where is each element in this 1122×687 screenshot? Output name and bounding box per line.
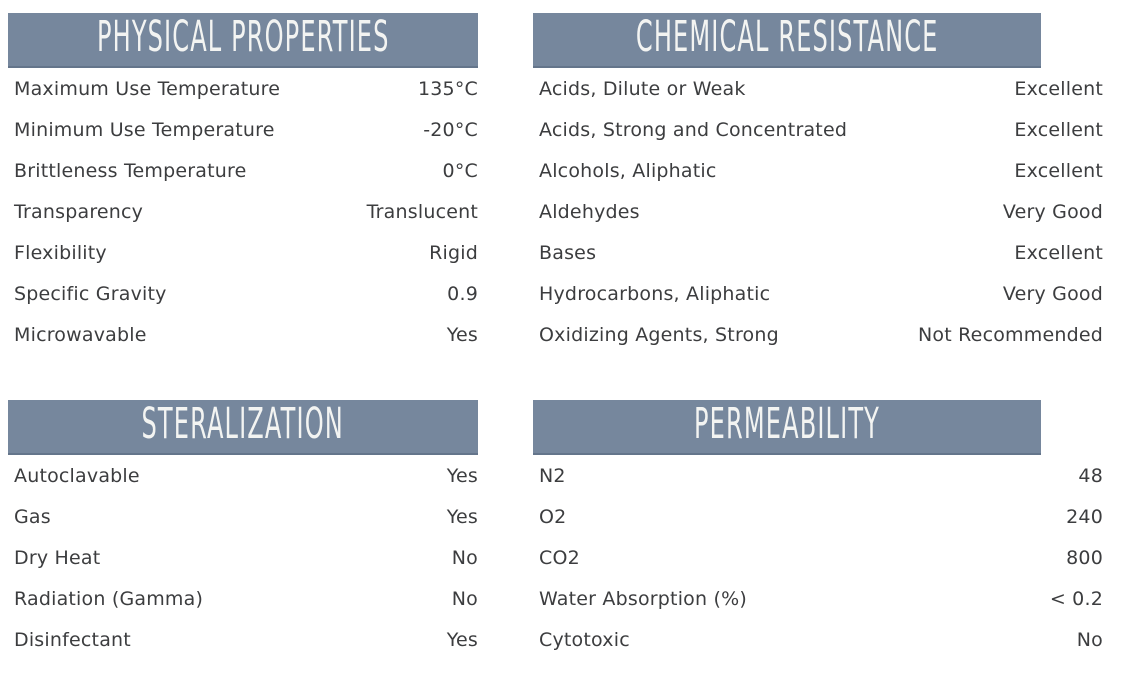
row-value: Yes <box>446 464 478 487</box>
steralization-table <box>8 455 478 660</box>
row-label: Bases <box>539 241 597 264</box>
row-label: Radiation (Gamma) <box>14 587 204 610</box>
row-value: Excellent <box>1014 159 1103 182</box>
row-label: Oxidizing Agents, Strong <box>539 323 779 346</box>
section-title: PHYSICAL PROPERTIES <box>96 13 390 62</box>
table-row <box>8 537 478 578</box>
row-value: 48 <box>1078 464 1103 487</box>
row-label: Acids, Strong and Concentrated <box>539 118 848 141</box>
row-value: 135°C <box>417 77 478 100</box>
row-label: Water Absorption (%) <box>539 587 747 610</box>
table-row <box>8 619 478 660</box>
row-value: Not Recommended <box>918 323 1103 346</box>
row-label: Transparency <box>14 200 144 223</box>
section-permeability <box>533 400 1103 660</box>
row-value: Excellent <box>1014 241 1103 264</box>
row-value: Excellent <box>1014 77 1103 100</box>
row-label: Maximum Use Temperature <box>14 77 281 100</box>
row-label: Gas <box>14 505 51 528</box>
row-label: N2 <box>539 464 566 487</box>
row-label: O2 <box>539 505 567 528</box>
row-label: Brittleness Temperature <box>14 159 247 182</box>
table-row <box>8 496 478 537</box>
section-physical-properties <box>8 13 478 355</box>
table-row <box>8 109 478 150</box>
row-value: Yes <box>446 628 478 651</box>
table-row <box>8 273 478 314</box>
section-header-permeability <box>533 400 1041 455</box>
row-label: CO2 <box>539 546 580 569</box>
row-label: Hydrocarbons, Aliphatic <box>539 282 771 305</box>
row-value: No <box>451 587 478 610</box>
row-label: Alcohols, Aliphatic <box>539 159 717 182</box>
row-value: Excellent <box>1014 118 1103 141</box>
table-row <box>533 68 1103 109</box>
table-row <box>8 314 478 355</box>
row-value: 0.9 <box>447 282 478 305</box>
row-label: Disinfectant <box>14 628 131 651</box>
table-row <box>8 455 478 496</box>
row-label: Acids, Dilute or Weak <box>539 77 746 100</box>
section-title: CHEMICAL RESISTANCE <box>635 13 939 62</box>
row-value: 240 <box>1066 505 1103 528</box>
table-row <box>533 578 1103 619</box>
table-row <box>533 232 1103 273</box>
row-value: 0°C <box>442 159 478 182</box>
table-row <box>533 496 1103 537</box>
table-row <box>8 578 478 619</box>
row-label: Dry Heat <box>14 546 101 569</box>
row-label: Autoclavable <box>14 464 140 487</box>
section-header-physical-properties <box>8 13 478 68</box>
row-value: -20°C <box>423 118 478 141</box>
physical-properties-table <box>8 68 478 355</box>
section-header-chemical-resistance <box>533 13 1041 68</box>
table-row <box>8 68 478 109</box>
row-value: < 0.2 <box>1049 587 1103 610</box>
row-value: Very Good <box>1002 282 1103 305</box>
table-row <box>533 537 1103 578</box>
section-steralization <box>8 400 478 660</box>
row-label: Flexibility <box>14 241 107 264</box>
row-label: Specific Gravity <box>14 282 167 305</box>
chemical-resistance-table <box>533 68 1103 355</box>
table-row <box>533 273 1103 314</box>
row-label: Aldehydes <box>539 200 640 223</box>
row-value: Yes <box>446 505 478 528</box>
row-value: Yes <box>446 323 478 346</box>
table-row <box>533 109 1103 150</box>
row-label: Minimum Use Temperature <box>14 118 275 141</box>
section-chemical-resistance <box>533 13 1103 355</box>
sections-grid <box>8 13 1122 660</box>
section-title: PERMEABILITY <box>694 400 880 449</box>
row-value: Rigid <box>429 241 478 264</box>
row-value: Very Good <box>1002 200 1103 223</box>
row-label: Microwavable <box>14 323 147 346</box>
table-row <box>8 191 478 232</box>
table-row <box>8 232 478 273</box>
row-value: No <box>1076 628 1103 651</box>
table-row <box>533 619 1103 660</box>
table-row <box>533 191 1103 232</box>
table-row <box>533 150 1103 191</box>
row-value: Translucent <box>366 200 478 223</box>
row-value: 800 <box>1066 546 1103 569</box>
row-value: No <box>451 546 478 569</box>
table-row <box>533 314 1103 355</box>
table-row <box>533 455 1103 496</box>
permeability-table <box>533 455 1103 660</box>
section-header-steralization <box>8 400 478 455</box>
row-label: Cytotoxic <box>539 628 630 651</box>
table-row <box>8 150 478 191</box>
section-title: STERALIZATION <box>141 400 345 449</box>
